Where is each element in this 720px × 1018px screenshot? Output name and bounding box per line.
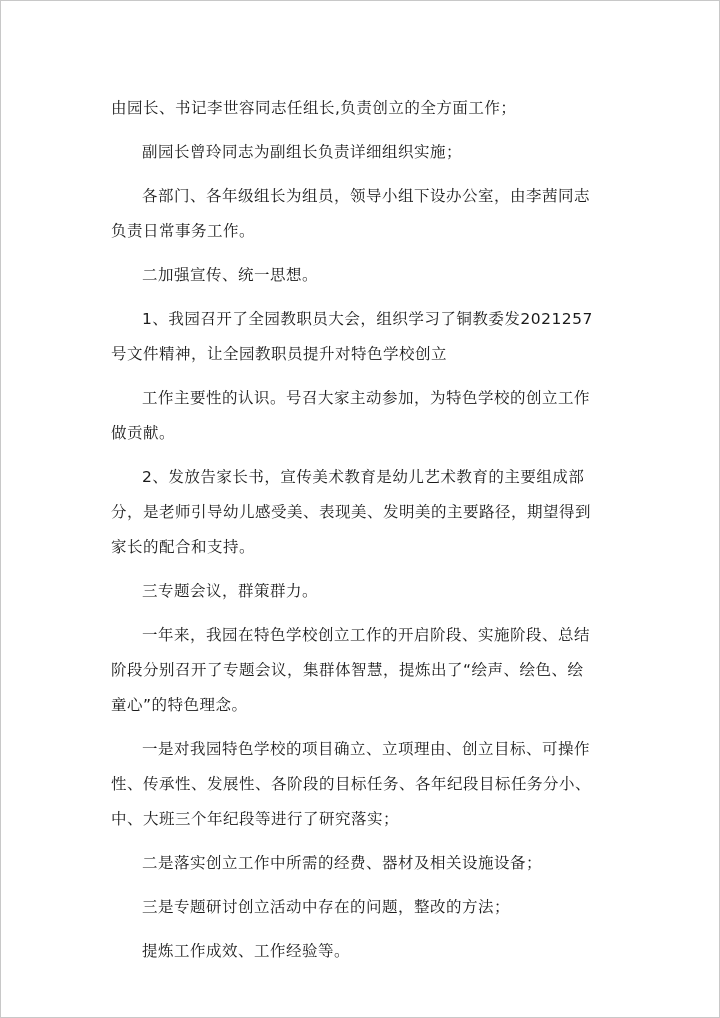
text-line: 二加强宣传、统一思想。 bbox=[142, 266, 319, 284]
text-line: 童心”的特色理念。 bbox=[111, 696, 248, 714]
paragraph bbox=[111, 91, 616, 126]
text-line: 做贡献。 bbox=[111, 424, 176, 442]
paragraph bbox=[111, 179, 616, 249]
paragraph bbox=[111, 618, 616, 723]
paragraph bbox=[111, 846, 616, 881]
paragraph bbox=[111, 258, 616, 293]
text-line: 中、大班三个年纪段等进行了研究落实； bbox=[111, 810, 400, 828]
text-line: 一年来，我园在特色学校创立工作的开启阶段、实施阶段、总结 bbox=[142, 626, 591, 644]
text-line: 提炼工作成效、工作经验等。 bbox=[142, 942, 351, 960]
text-line: 阶段分别召开了专题会议，集群体智慧，提炼出了“绘声、绘色、绘 bbox=[111, 661, 584, 679]
paragraph bbox=[111, 732, 616, 837]
document-body bbox=[111, 91, 616, 978]
text-line: 性、传承性、发展性、各阶段的目标任务、各年纪段目标任务分小、 bbox=[111, 775, 592, 793]
text-line: 工作主要性的认识。号召大家主动参加，为特色学校的创立工作 bbox=[142, 389, 591, 407]
text-line: 副园长曾玲同志为副组长负责详细组织实施； bbox=[142, 143, 463, 161]
text-line: 负责日常事务工作。 bbox=[111, 222, 256, 240]
text-line: 1、我园召开了全园教职员大会，组织学习了铜教委发2021257 bbox=[142, 310, 593, 328]
text-line: 由园长、书记李世容同志任组长,负责创立的全方面工作； bbox=[111, 99, 517, 117]
paragraph bbox=[111, 302, 616, 372]
paragraph bbox=[111, 381, 616, 451]
paragraph bbox=[111, 574, 616, 609]
text-line: 家长的配合和支持。 bbox=[111, 538, 256, 556]
text-line: 三专题会议，群策群力。 bbox=[142, 582, 319, 600]
paragraph bbox=[111, 460, 616, 565]
text-line: 二是落实创立工作中所需的经费、器材及相关设施设备； bbox=[142, 854, 543, 872]
paragraph bbox=[111, 934, 616, 969]
text-line: 2、发放告家长书，宣传美术教育是幼儿艺术教育的主要组成部 bbox=[142, 468, 585, 486]
paragraph bbox=[111, 890, 616, 925]
text-line: 一是对我园特色学校的项目确立、立项理由、创立目标、可操作 bbox=[142, 740, 591, 758]
text-line: 各部门、各年级组长为组员，领导小组下设办公室，由李茜同志 bbox=[142, 187, 591, 205]
paragraph bbox=[111, 135, 616, 170]
text-line: 号文件精神，让全园教职员提升对特色学校创立 bbox=[111, 345, 448, 363]
text-line: 三是专题研讨创立活动中存在的问题，整改的方法； bbox=[142, 898, 511, 916]
text-line: 分，是老师引导幼儿感受美、表现美、发明美的主要路径，期望得到 bbox=[111, 503, 592, 521]
